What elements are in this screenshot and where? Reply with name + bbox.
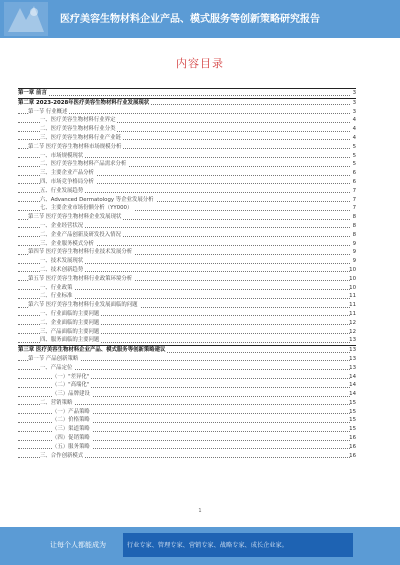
toc-page-number: 15	[349, 408, 356, 415]
toc-label: （一）"差异化"	[52, 373, 90, 380]
toc-page-number: 15	[349, 399, 356, 406]
toc-page-number: 3	[352, 90, 356, 96]
toc-page-number: 11	[349, 293, 356, 300]
toc-label: 一、产品定位	[40, 364, 73, 371]
toc-row[interactable]	[18, 390, 356, 399]
toc-page-number: 14	[349, 391, 356, 398]
toc-page-number: 3	[352, 99, 356, 106]
toc-row[interactable]	[18, 434, 356, 443]
page-number: 1	[198, 508, 202, 514]
toc-page-number: 16	[349, 452, 356, 459]
toc-row[interactable]	[18, 187, 356, 196]
toc-chapter-row[interactable]	[18, 88, 356, 98]
toc-label: 第三章 医疗美容生物材料企业产品、模式服务等创新策略建议	[18, 347, 166, 354]
toc-row[interactable]	[18, 196, 356, 205]
footer-slogan: 让每个人都能成为	[50, 541, 106, 549]
toc-page-number: 9	[352, 240, 356, 247]
toc-page-number: 7	[352, 196, 356, 203]
toc-row[interactable]	[18, 222, 356, 231]
toc-page-number: 16	[349, 435, 356, 442]
toc-row[interactable]	[18, 134, 356, 143]
header-title: 医疗美容生物材料企业产品、模式服务等创新策略研究报告	[60, 14, 320, 25]
toc-page-number: 6	[352, 178, 356, 185]
toc-label: 七、主要企业市场份额分析（YY000）	[40, 205, 133, 212]
toc-page-number: 4	[352, 134, 356, 141]
toc-label: 四、市场竞争格局分析	[40, 178, 94, 185]
toc-label: （二）价格策略	[52, 417, 90, 424]
toc-page-number: 14	[349, 373, 356, 380]
toc-row[interactable]	[18, 399, 356, 408]
toc-label: （五）服务策略	[52, 443, 90, 450]
toc-page-number: 4	[352, 126, 356, 133]
toc-row[interactable]	[18, 452, 356, 461]
toc-chapter-row[interactable]	[18, 98, 356, 108]
toc-row[interactable]	[18, 169, 356, 178]
toc-page-number: 12	[349, 328, 356, 335]
toc-row[interactable]	[18, 336, 356, 345]
toc-row[interactable]	[18, 266, 356, 275]
toc-label: 一、技术发展现状	[40, 258, 84, 265]
toc-label: 第二节 医疗美容生物材料市场规模分析	[28, 143, 122, 150]
toc-row[interactable]	[18, 152, 356, 161]
toc-page-number: 8	[352, 231, 356, 238]
toc-label: （二）"高端化"	[52, 382, 90, 389]
toc-label: 一、市场规模现状	[40, 152, 84, 159]
toc-label: 第一节 产品创新策略	[28, 355, 79, 362]
toc-page-number: 4	[352, 117, 356, 124]
toc-label: 三、合作创新模式	[40, 452, 84, 459]
toc-page-number: 13	[349, 355, 356, 362]
toc-page-number: 10	[349, 284, 356, 291]
toc-label: 第一节 行业概述	[28, 108, 68, 115]
toc-page-number: 5	[352, 143, 356, 150]
toc-page-number: 7	[352, 187, 356, 194]
toc-label: 第六节 医疗美容生物材料行业发展面临的问题	[28, 302, 138, 309]
toc-row[interactable]	[18, 213, 356, 222]
toc-page-number: 12	[349, 319, 356, 326]
toc-leader-dots	[18, 95, 350, 96]
toc-label: 二、营销策略	[40, 399, 73, 406]
toc-label: 二、技术创新趋势	[40, 266, 84, 273]
toc-row[interactable]	[18, 248, 356, 257]
toc-row[interactable]	[18, 301, 356, 310]
toc-page-number: 8	[352, 214, 356, 221]
toc-page-number: 15	[349, 417, 356, 424]
toc-row[interactable]	[18, 292, 356, 301]
table-of-contents	[18, 88, 356, 460]
footer-tags: 行业专家、管理专家、营销专家、战略专家、成长企业家。	[127, 542, 288, 549]
toc-row[interactable]	[18, 364, 356, 373]
toc-page-number: 11	[349, 310, 356, 317]
toc-page-number: 10	[349, 275, 356, 282]
toc-label: 二、企业产品创新及研发投入情况	[40, 231, 121, 238]
toc-label: 五、行业发展趋势	[40, 187, 84, 194]
toc-row[interactable]	[18, 310, 356, 319]
toc-label: 三、企业服务模式分析	[40, 240, 94, 247]
toc-label: （三）品牌建设	[52, 391, 90, 398]
toc-page-number: 9	[352, 258, 356, 265]
toc-page-number: 11	[349, 302, 356, 309]
toc-label: 三、主要企业产品分析	[40, 170, 94, 177]
toc-page-number: 9	[352, 249, 356, 256]
toc-label: 第一章 前言	[18, 90, 47, 96]
toc-label: 二、医疗美容生物材料行业分类	[40, 126, 116, 133]
toc-page-number: 15	[349, 426, 356, 433]
toc-page-number: 13	[349, 347, 356, 354]
toc-row[interactable]	[18, 381, 356, 390]
toc-label: 第四节 医疗美容生物材料行业技术发展分析	[28, 249, 133, 256]
toc-row[interactable]	[18, 408, 356, 417]
toc-page-number: 7	[352, 205, 356, 212]
toc-row[interactable]	[18, 319, 356, 328]
toc-page-number: 14	[349, 382, 356, 389]
toc-row[interactable]	[18, 443, 356, 452]
toc-page-number: 13	[349, 337, 356, 344]
toc-row[interactable]	[18, 125, 356, 134]
toc-label: （三）渠道策略	[52, 426, 90, 433]
toc-row[interactable]	[18, 355, 356, 364]
toc-label: 二、企业面临的主要问题	[40, 319, 100, 326]
toc-label: 第三节 医疗美容生物材料企业发展现状	[28, 214, 122, 221]
toc-row[interactable]	[18, 116, 356, 125]
toc-chapter-row[interactable]	[18, 345, 356, 355]
toc-label: 一、医疗美容生物材料行业界定	[40, 117, 116, 124]
toc-row[interactable]	[18, 416, 356, 425]
toc-title: 内容目录	[176, 57, 224, 70]
header-bar	[0, 0, 400, 38]
toc-row[interactable]	[18, 240, 356, 249]
toc-label: （一）产品策略	[52, 408, 90, 415]
toc-label: 四、服务面临的主要问题	[40, 337, 100, 344]
toc-row[interactable]	[18, 160, 356, 169]
toc-label: 二、医疗美容生物材料产品需求分析	[40, 161, 127, 168]
toc-row[interactable]	[18, 373, 356, 382]
toc-label: 二、行业标准	[40, 293, 73, 300]
toc-row[interactable]	[18, 425, 356, 434]
toc-label: 六、Advanced Dermatology 等企业发展分析	[40, 196, 154, 203]
toc-label: （四）促销策略	[52, 435, 90, 442]
toc-label: 第五节 医疗美容生物材料行业政策环境分析	[28, 275, 133, 282]
toc-page-number: 13	[349, 364, 356, 371]
toc-row[interactable]	[18, 257, 356, 266]
toc-label: 一、行业政策	[40, 284, 73, 291]
toc-row[interactable]	[18, 231, 356, 240]
toc-row[interactable]	[18, 108, 356, 117]
toc-label: 三、医疗美容生物材料行业产业链	[40, 134, 121, 141]
toc-page-number: 6	[352, 170, 356, 177]
footer-bar	[0, 527, 400, 565]
toc-page-number: 5	[352, 161, 356, 168]
footer-tags-box	[123, 533, 353, 557]
toc-row[interactable]	[18, 328, 356, 337]
toc-page-number: 8	[352, 222, 356, 229]
toc-row[interactable]	[18, 204, 356, 213]
toc-row[interactable]	[18, 178, 356, 187]
toc-label: 三、产品面临的主要问题	[40, 328, 100, 335]
toc-row[interactable]	[18, 143, 356, 152]
toc-page-number: 16	[349, 443, 356, 450]
toc-label: 一、企业经营状况	[40, 222, 84, 229]
toc-label: 一、行业面临的主要问题	[40, 310, 100, 317]
toc-page-number: 3	[352, 108, 356, 115]
toc-page-number: 5	[352, 152, 356, 159]
toc-row[interactable]	[18, 284, 356, 293]
logo-icon	[4, 2, 48, 36]
toc-page-number: 10	[349, 266, 356, 273]
toc-row[interactable]	[18, 275, 356, 284]
toc-label: 第二章 2023-2028年医疗美容生物材料行业发展现状	[18, 99, 150, 106]
